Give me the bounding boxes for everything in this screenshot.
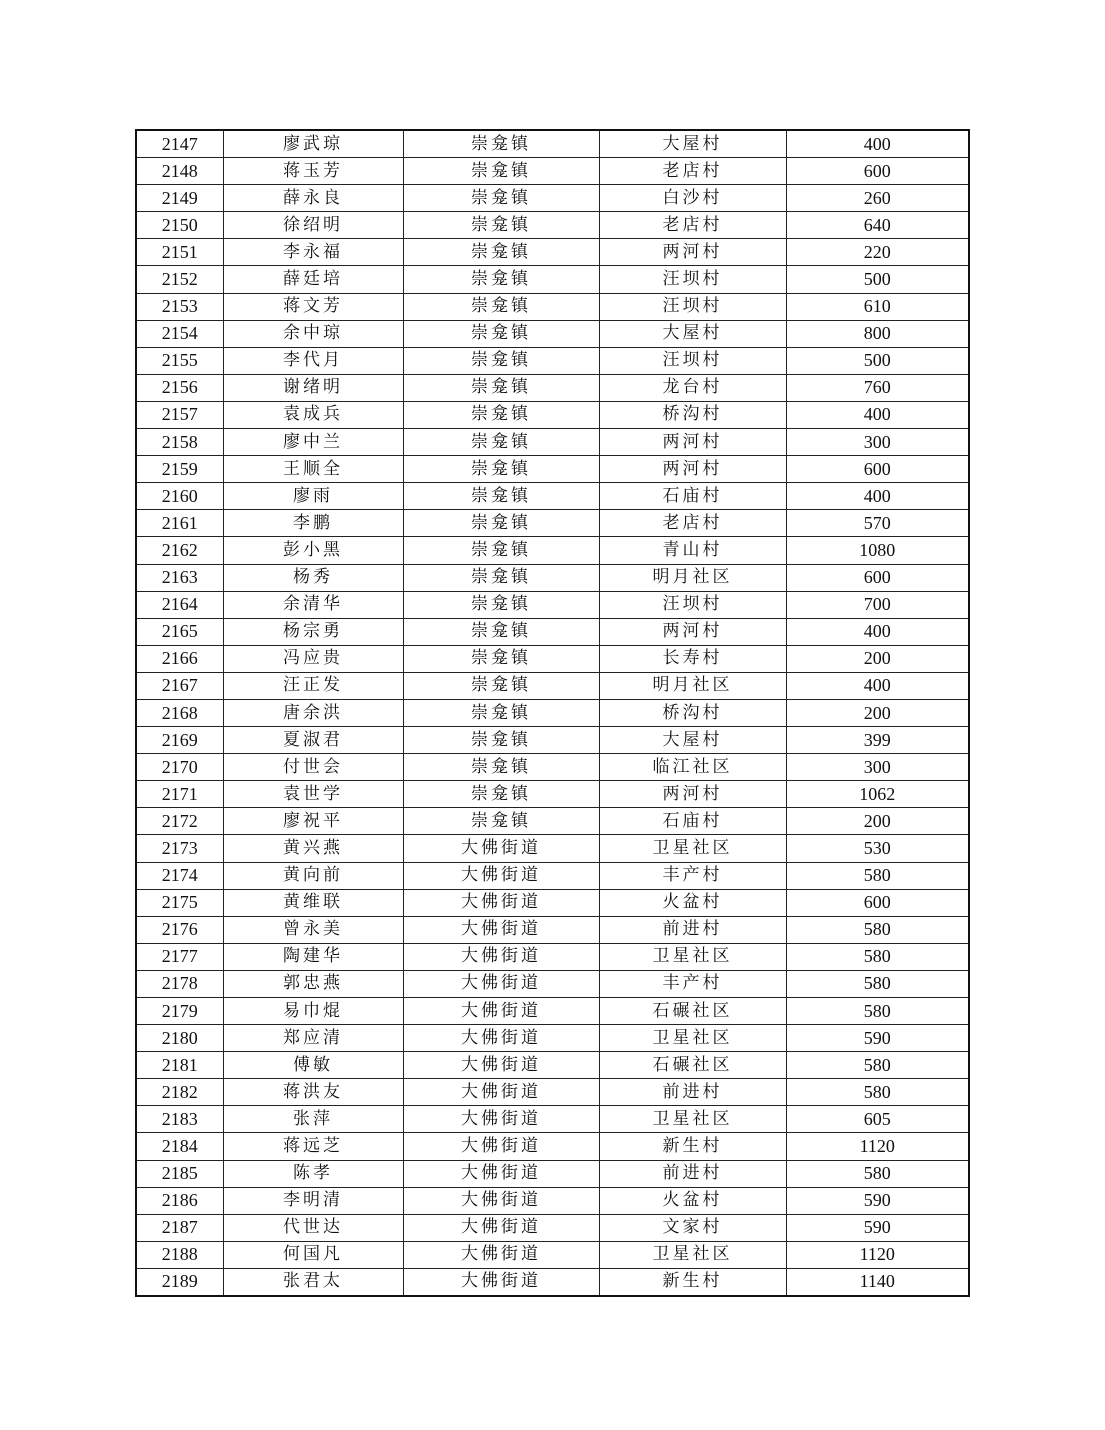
amount-cell: 580 (786, 1160, 969, 1187)
amount-cell: 600 (786, 564, 969, 591)
row-number-cell: 2174 (136, 862, 223, 889)
town-cell: 大佛街道 (403, 1268, 599, 1296)
row-number-cell: 2158 (136, 429, 223, 456)
name-cell: 郑应清 (223, 1025, 403, 1052)
table-row (136, 591, 969, 618)
row-number-cell: 2176 (136, 916, 223, 943)
table-row (136, 862, 969, 889)
table-row (136, 293, 969, 320)
amount-cell: 400 (786, 483, 969, 510)
row-number-cell: 2149 (136, 185, 223, 212)
village-cell: 石碾社区 (599, 1052, 786, 1079)
town-cell: 大佛街道 (403, 1187, 599, 1214)
name-cell: 李明清 (223, 1187, 403, 1214)
row-number-cell: 2183 (136, 1106, 223, 1133)
row-number-cell: 2177 (136, 943, 223, 970)
village-cell: 明月社区 (599, 672, 786, 699)
town-cell: 崇龛镇 (403, 564, 599, 591)
data-table (135, 129, 970, 1297)
name-cell: 曾永美 (223, 916, 403, 943)
name-cell: 廖武琼 (223, 130, 403, 158)
table-row (136, 510, 969, 537)
amount-cell: 300 (786, 754, 969, 781)
row-number-cell: 2187 (136, 1214, 223, 1241)
table-row (136, 1106, 969, 1133)
town-cell: 崇龛镇 (403, 266, 599, 293)
table-row (136, 1214, 969, 1241)
row-number-cell: 2172 (136, 808, 223, 835)
town-cell: 崇龛镇 (403, 483, 599, 510)
table-row (136, 374, 969, 401)
name-cell: 黄向前 (223, 862, 403, 889)
name-cell: 蒋文芳 (223, 293, 403, 320)
name-cell: 代世达 (223, 1214, 403, 1241)
village-cell: 火盆村 (599, 889, 786, 916)
amount-cell: 580 (786, 970, 969, 997)
town-cell: 崇龛镇 (403, 401, 599, 428)
table-row (136, 1052, 969, 1079)
table-row (136, 429, 969, 456)
village-cell: 大屋村 (599, 130, 786, 158)
row-number-cell: 2159 (136, 456, 223, 483)
amount-cell: 600 (786, 889, 969, 916)
town-cell: 崇龛镇 (403, 537, 599, 564)
name-cell: 付世会 (223, 754, 403, 781)
row-number-cell: 2189 (136, 1268, 223, 1296)
amount-cell: 580 (786, 862, 969, 889)
amount-cell: 580 (786, 998, 969, 1025)
row-number-cell: 2165 (136, 618, 223, 645)
name-cell: 张萍 (223, 1106, 403, 1133)
amount-cell: 1062 (786, 781, 969, 808)
row-number-cell: 2173 (136, 835, 223, 862)
table-row (136, 401, 969, 428)
name-cell: 余清华 (223, 591, 403, 618)
town-cell: 崇龛镇 (403, 456, 599, 483)
name-cell: 廖雨 (223, 483, 403, 510)
name-cell: 李鹏 (223, 510, 403, 537)
table-row (136, 998, 969, 1025)
name-cell: 薛永良 (223, 185, 403, 212)
row-number-cell: 2151 (136, 239, 223, 266)
table-row (136, 212, 969, 239)
amount-cell: 400 (786, 401, 969, 428)
name-cell: 蒋玉芳 (223, 158, 403, 185)
town-cell: 大佛街道 (403, 1160, 599, 1187)
village-cell: 白沙村 (599, 185, 786, 212)
village-cell: 汪坝村 (599, 347, 786, 374)
name-cell: 傅敏 (223, 1052, 403, 1079)
village-cell: 大屋村 (599, 320, 786, 347)
town-cell: 崇龛镇 (403, 239, 599, 266)
amount-cell: 640 (786, 212, 969, 239)
table-row (136, 239, 969, 266)
town-cell: 崇龛镇 (403, 429, 599, 456)
amount-cell: 605 (786, 1106, 969, 1133)
name-cell: 杨宗勇 (223, 618, 403, 645)
table-row (136, 537, 969, 564)
table-row (136, 483, 969, 510)
town-cell: 大佛街道 (403, 1025, 599, 1052)
village-cell: 长寿村 (599, 645, 786, 672)
name-cell: 李永福 (223, 239, 403, 266)
amount-cell: 700 (786, 591, 969, 618)
village-cell: 卫星社区 (599, 943, 786, 970)
village-cell: 丰产村 (599, 862, 786, 889)
amount-cell: 1140 (786, 1268, 969, 1296)
amount-cell: 300 (786, 429, 969, 456)
amount-cell: 400 (786, 672, 969, 699)
table-body (136, 130, 969, 1296)
row-number-cell: 2150 (136, 212, 223, 239)
table-row (136, 320, 969, 347)
row-number-cell: 2154 (136, 320, 223, 347)
village-cell: 石碾社区 (599, 998, 786, 1025)
amount-cell: 600 (786, 456, 969, 483)
name-cell: 陶建华 (223, 943, 403, 970)
town-cell: 大佛街道 (403, 862, 599, 889)
table-row (136, 564, 969, 591)
town-cell: 崇龛镇 (403, 158, 599, 185)
village-cell: 石庙村 (599, 483, 786, 510)
table-row (136, 1268, 969, 1296)
table-row (136, 754, 969, 781)
village-cell: 老店村 (599, 510, 786, 537)
name-cell: 郭忠燕 (223, 970, 403, 997)
town-cell: 大佛街道 (403, 1106, 599, 1133)
amount-cell: 590 (786, 1187, 969, 1214)
name-cell: 袁成兵 (223, 401, 403, 428)
village-cell: 丰产村 (599, 970, 786, 997)
table-row (136, 1079, 969, 1106)
name-cell: 徐绍明 (223, 212, 403, 239)
table-row (136, 943, 969, 970)
table-row (136, 889, 969, 916)
amount-cell: 200 (786, 808, 969, 835)
town-cell: 崇龛镇 (403, 591, 599, 618)
village-cell: 火盆村 (599, 1187, 786, 1214)
name-cell: 余中琼 (223, 320, 403, 347)
town-cell: 崇龛镇 (403, 781, 599, 808)
town-cell: 崇龛镇 (403, 347, 599, 374)
row-number-cell: 2156 (136, 374, 223, 401)
amount-cell: 200 (786, 699, 969, 726)
row-number-cell: 2184 (136, 1133, 223, 1160)
village-cell: 两河村 (599, 239, 786, 266)
row-number-cell: 2166 (136, 645, 223, 672)
table-row (136, 347, 969, 374)
row-number-cell: 2160 (136, 483, 223, 510)
village-cell: 两河村 (599, 456, 786, 483)
village-cell: 卫星社区 (599, 1106, 786, 1133)
amount-cell: 600 (786, 158, 969, 185)
village-cell: 明月社区 (599, 564, 786, 591)
table-row (136, 266, 969, 293)
amount-cell: 580 (786, 943, 969, 970)
name-cell: 薛廷培 (223, 266, 403, 293)
table-row (136, 916, 969, 943)
town-cell: 崇龛镇 (403, 510, 599, 537)
name-cell: 廖祝平 (223, 808, 403, 835)
village-cell: 前进村 (599, 1079, 786, 1106)
amount-cell: 530 (786, 835, 969, 862)
village-cell: 汪坝村 (599, 293, 786, 320)
name-cell: 陈孝 (223, 1160, 403, 1187)
row-number-cell: 2163 (136, 564, 223, 591)
town-cell: 大佛街道 (403, 1133, 599, 1160)
village-cell: 临江社区 (599, 754, 786, 781)
town-cell: 崇龛镇 (403, 808, 599, 835)
town-cell: 崇龛镇 (403, 293, 599, 320)
village-cell: 卫星社区 (599, 835, 786, 862)
name-cell: 黄维联 (223, 889, 403, 916)
row-number-cell: 2153 (136, 293, 223, 320)
table-row (136, 185, 969, 212)
table-row (136, 158, 969, 185)
village-cell: 前进村 (599, 916, 786, 943)
amount-cell: 399 (786, 727, 969, 754)
amount-cell: 590 (786, 1025, 969, 1052)
table-row (136, 618, 969, 645)
row-number-cell: 2162 (136, 537, 223, 564)
row-number-cell: 2157 (136, 401, 223, 428)
row-number-cell: 2181 (136, 1052, 223, 1079)
town-cell: 大佛街道 (403, 1241, 599, 1268)
name-cell: 王顺全 (223, 456, 403, 483)
row-number-cell: 2180 (136, 1025, 223, 1052)
town-cell: 崇龛镇 (403, 374, 599, 401)
town-cell: 崇龛镇 (403, 699, 599, 726)
town-cell: 崇龛镇 (403, 185, 599, 212)
row-number-cell: 2170 (136, 754, 223, 781)
amount-cell: 590 (786, 1214, 969, 1241)
name-cell: 黄兴燕 (223, 835, 403, 862)
name-cell: 廖中兰 (223, 429, 403, 456)
table-row (136, 781, 969, 808)
village-cell: 文家村 (599, 1214, 786, 1241)
town-cell: 大佛街道 (403, 1079, 599, 1106)
amount-cell: 580 (786, 1052, 969, 1079)
row-number-cell: 2175 (136, 889, 223, 916)
table-row (136, 835, 969, 862)
amount-cell: 570 (786, 510, 969, 537)
row-number-cell: 2178 (136, 970, 223, 997)
town-cell: 崇龛镇 (403, 645, 599, 672)
village-cell: 老店村 (599, 212, 786, 239)
town-cell: 崇龛镇 (403, 320, 599, 347)
town-cell: 大佛街道 (403, 916, 599, 943)
row-number-cell: 2171 (136, 781, 223, 808)
town-cell: 崇龛镇 (403, 212, 599, 239)
row-number-cell: 2147 (136, 130, 223, 158)
row-number-cell: 2164 (136, 591, 223, 618)
table-row (136, 456, 969, 483)
amount-cell: 500 (786, 347, 969, 374)
village-cell: 大屋村 (599, 727, 786, 754)
town-cell: 崇龛镇 (403, 672, 599, 699)
amount-cell: 760 (786, 374, 969, 401)
table-row (136, 1187, 969, 1214)
amount-cell: 400 (786, 618, 969, 645)
amount-cell: 500 (786, 266, 969, 293)
table-row (136, 808, 969, 835)
name-cell: 冯应贵 (223, 645, 403, 672)
row-number-cell: 2179 (136, 998, 223, 1025)
row-number-cell: 2185 (136, 1160, 223, 1187)
name-cell: 彭小黑 (223, 537, 403, 564)
village-cell: 桥沟村 (599, 401, 786, 428)
town-cell: 崇龛镇 (403, 130, 599, 158)
name-cell: 李代月 (223, 347, 403, 374)
village-cell: 老店村 (599, 158, 786, 185)
table-row (136, 130, 969, 158)
amount-cell: 800 (786, 320, 969, 347)
amount-cell: 1120 (786, 1133, 969, 1160)
village-cell: 卫星社区 (599, 1025, 786, 1052)
name-cell: 夏淑君 (223, 727, 403, 754)
row-number-cell: 2188 (136, 1241, 223, 1268)
town-cell: 大佛街道 (403, 970, 599, 997)
table-row (136, 1133, 969, 1160)
town-cell: 大佛街道 (403, 835, 599, 862)
village-cell: 桥沟村 (599, 699, 786, 726)
village-cell: 石庙村 (599, 808, 786, 835)
amount-cell: 610 (786, 293, 969, 320)
name-cell: 汪正发 (223, 672, 403, 699)
amount-cell: 1080 (786, 537, 969, 564)
village-cell: 两河村 (599, 429, 786, 456)
row-number-cell: 2182 (136, 1079, 223, 1106)
village-cell: 汪坝村 (599, 266, 786, 293)
town-cell: 大佛街道 (403, 889, 599, 916)
table-row (136, 699, 969, 726)
row-number-cell: 2161 (136, 510, 223, 537)
amount-cell: 400 (786, 130, 969, 158)
village-cell: 两河村 (599, 781, 786, 808)
village-cell: 青山村 (599, 537, 786, 564)
table-row (136, 645, 969, 672)
village-cell: 前进村 (599, 1160, 786, 1187)
row-number-cell: 2186 (136, 1187, 223, 1214)
town-cell: 崇龛镇 (403, 727, 599, 754)
name-cell: 张君太 (223, 1268, 403, 1296)
table-row (136, 1241, 969, 1268)
row-number-cell: 2167 (136, 672, 223, 699)
row-number-cell: 2169 (136, 727, 223, 754)
table-row (136, 1160, 969, 1187)
town-cell: 崇龛镇 (403, 618, 599, 645)
table-row (136, 672, 969, 699)
town-cell: 崇龛镇 (403, 754, 599, 781)
name-cell: 杨秀 (223, 564, 403, 591)
amount-cell: 200 (786, 645, 969, 672)
amount-cell: 580 (786, 916, 969, 943)
town-cell: 大佛街道 (403, 943, 599, 970)
town-cell: 大佛街道 (403, 998, 599, 1025)
name-cell: 蒋远芝 (223, 1133, 403, 1160)
name-cell: 袁世学 (223, 781, 403, 808)
amount-cell: 220 (786, 239, 969, 266)
row-number-cell: 2168 (136, 699, 223, 726)
name-cell: 谢绪明 (223, 374, 403, 401)
village-cell: 两河村 (599, 618, 786, 645)
name-cell: 易巾焜 (223, 998, 403, 1025)
village-cell: 新生村 (599, 1268, 786, 1296)
table-row (136, 1025, 969, 1052)
village-cell: 龙台村 (599, 374, 786, 401)
town-cell: 大佛街道 (403, 1052, 599, 1079)
amount-cell: 260 (786, 185, 969, 212)
village-cell: 卫星社区 (599, 1241, 786, 1268)
town-cell: 大佛街道 (403, 1214, 599, 1241)
row-number-cell: 2155 (136, 347, 223, 374)
village-cell: 汪坝村 (599, 591, 786, 618)
table-row (136, 727, 969, 754)
name-cell: 唐余洪 (223, 699, 403, 726)
name-cell: 何国凡 (223, 1241, 403, 1268)
village-cell: 新生村 (599, 1133, 786, 1160)
amount-cell: 1120 (786, 1241, 969, 1268)
row-number-cell: 2148 (136, 158, 223, 185)
table-row (136, 970, 969, 997)
name-cell: 蒋洪友 (223, 1079, 403, 1106)
amount-cell: 580 (786, 1079, 969, 1106)
row-number-cell: 2152 (136, 266, 223, 293)
